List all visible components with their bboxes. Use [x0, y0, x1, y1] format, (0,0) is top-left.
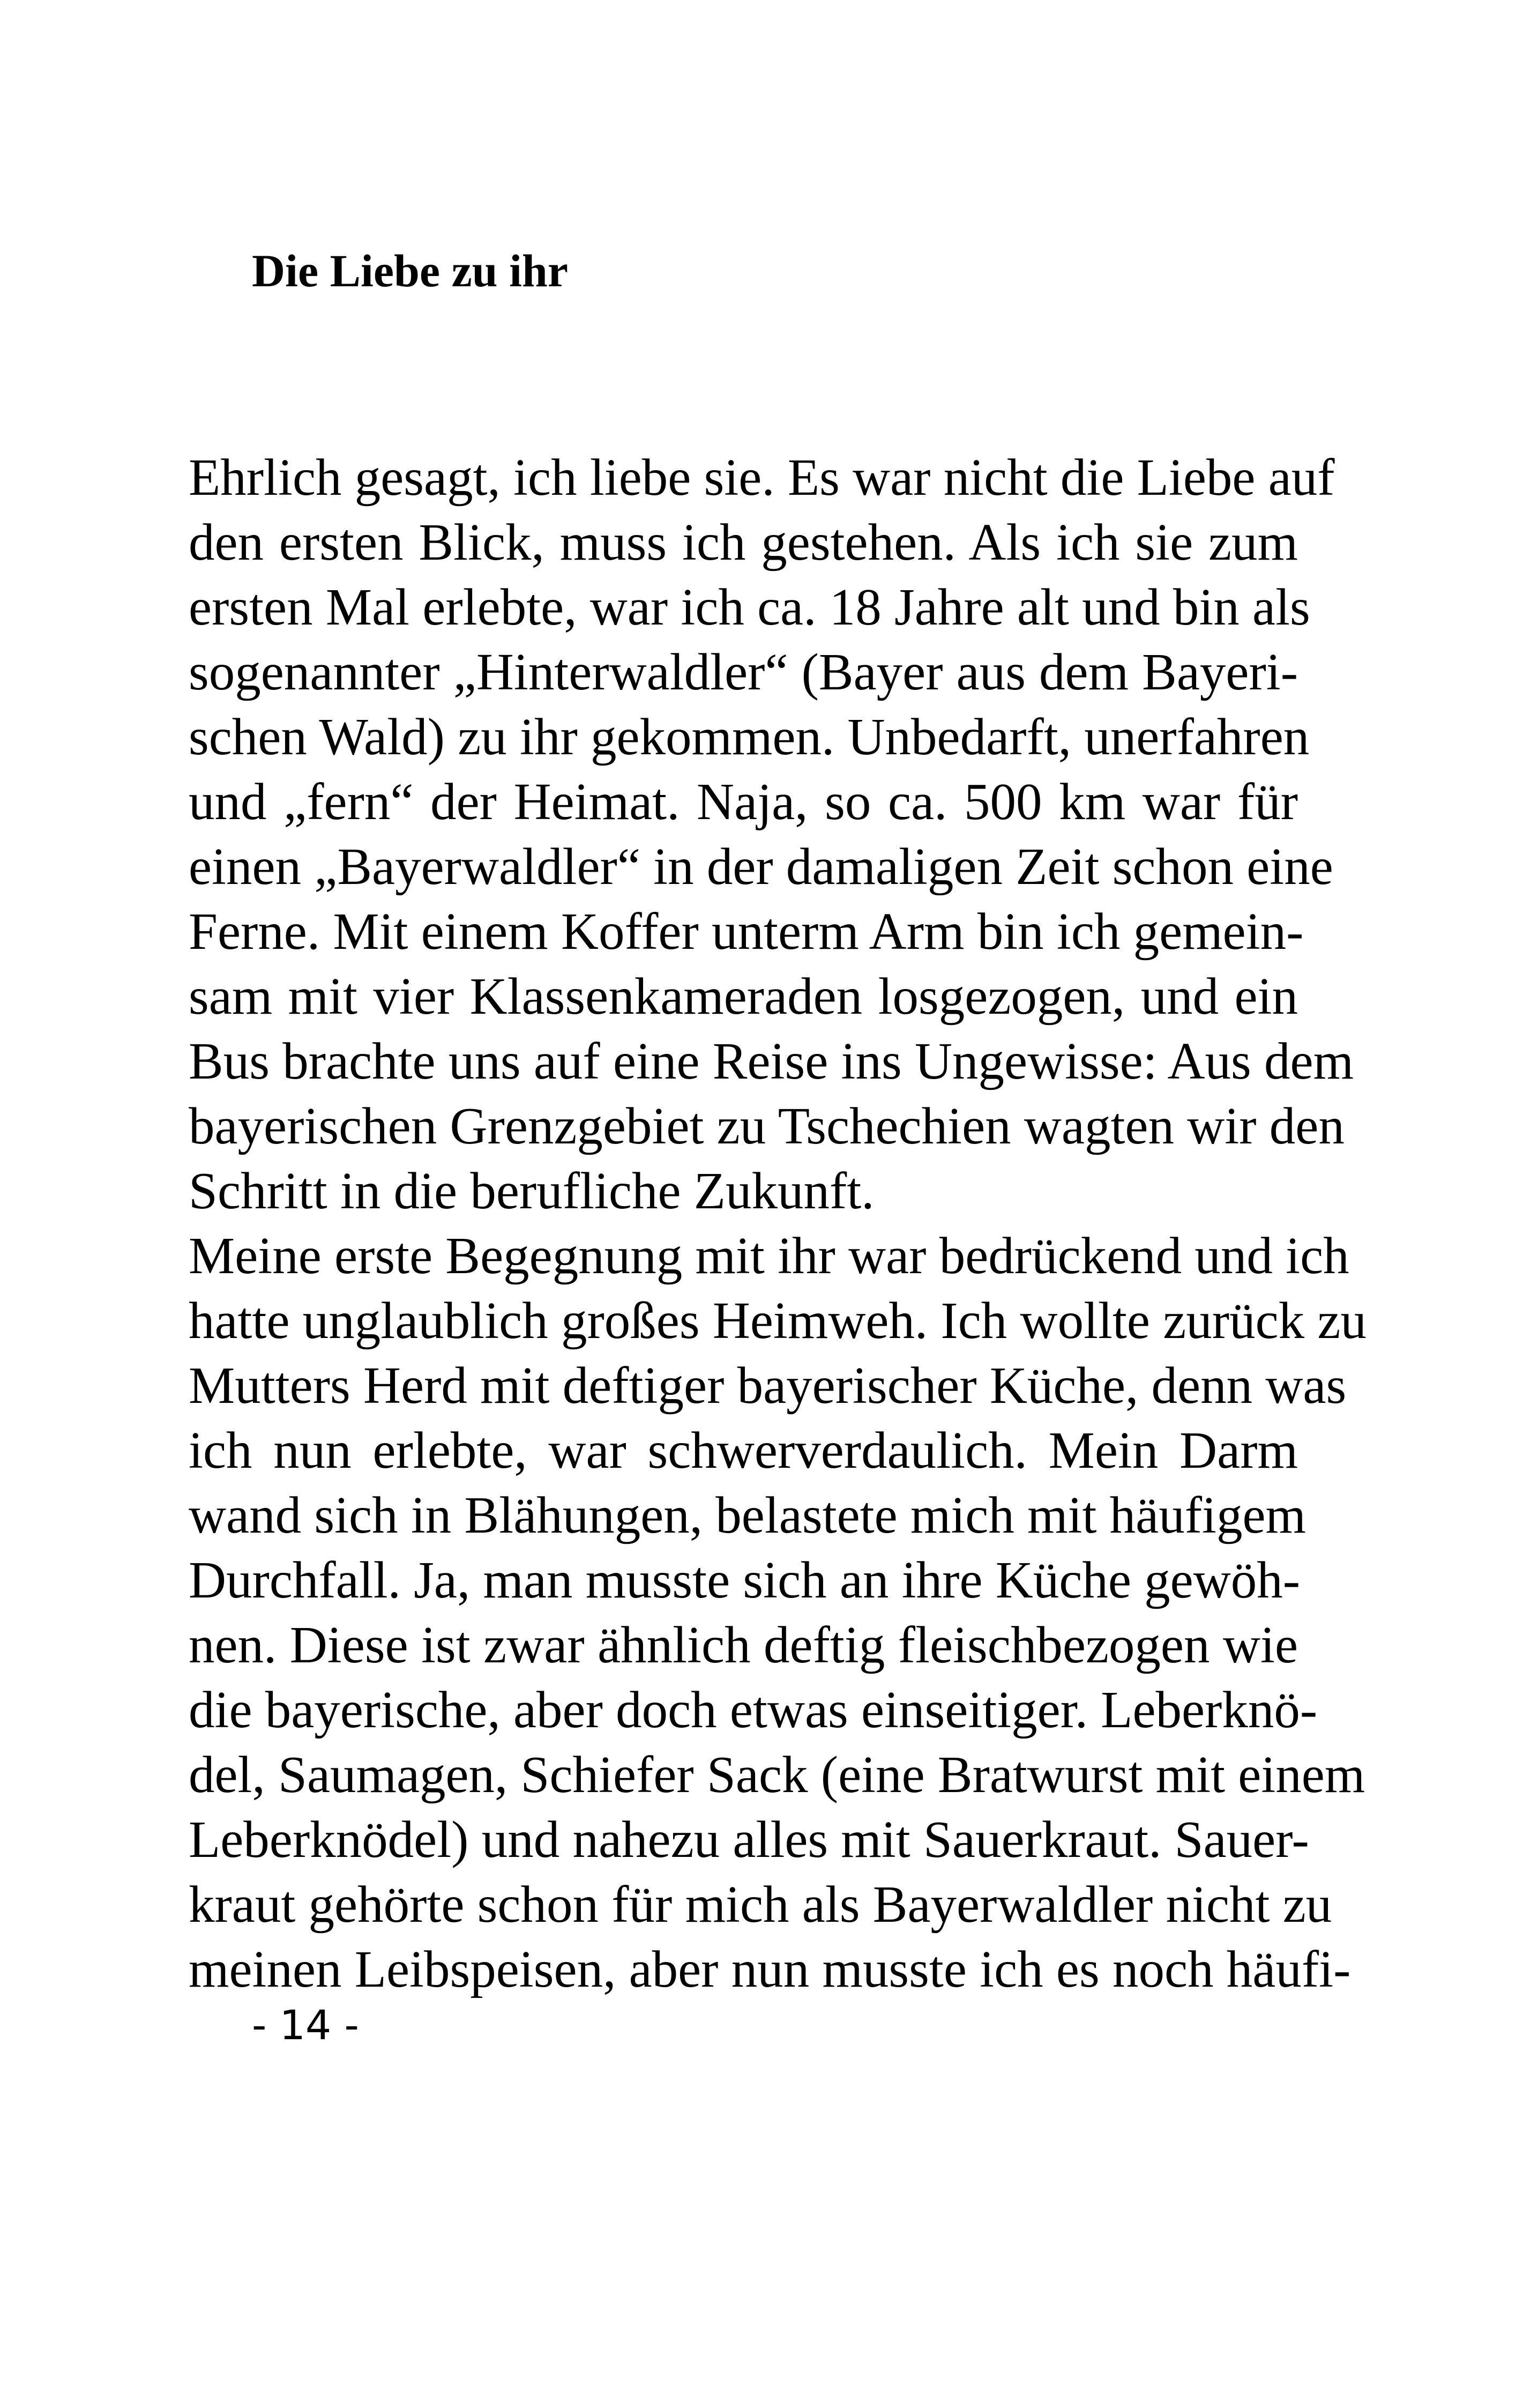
text-line: nen. Diese ist zwar ähnlich deftig fleischbezogen wie: [189, 1616, 1298, 1674]
text-line: Ferne. Mit einem Koffer unterm Arm bin ich gemein-: [189, 903, 1304, 960]
text-line: bayerischen Grenzgebiet zu Tschechien wagten wir den: [189, 1097, 1345, 1155]
text-line: sogenannter „Hinterwaldler“ (Bayer aus dem Bayeri-: [189, 643, 1298, 701]
text-line: einen „Bayerwaldler“ in der damaligen Zeit schon eine: [189, 838, 1333, 895]
text-line: Durchfall. Ja, man musste sich an ihre Küche gewöh-: [189, 1551, 1301, 1609]
text-line: Ehrlich gesagt, ich liebe sie. Es war nicht die Liebe auf: [189, 449, 1335, 506]
text-line: sam mit vier Klassenkameraden losgezogen, und ein: [189, 968, 1298, 1025]
text-line: wand sich in Blähungen, belastete mich mit häufigem: [189, 1487, 1306, 1544]
text-line: ersten Mal erlebte, war ich ca. 18 Jahre alt und bin als: [189, 578, 1310, 636]
page-number: - 14 -: [252, 2001, 359, 2049]
text-line: hatte unglaublich großes Heimweh. Ich wollte zurück zu: [189, 1292, 1367, 1349]
text-line: kraut gehörte schon für mich als Bayerwaldler nicht zu: [189, 1876, 1332, 1933]
text-line: Meine erste Begegnung mit ihr war bedrückend und ich: [189, 1227, 1349, 1284]
text-line: die bayerische, aber doch etwas einseitiger. Leberknö-: [189, 1681, 1318, 1738]
text-line: schen Wald) zu ihr gekommen. Unbedarft, unerfahren: [189, 708, 1310, 765]
body-text: [189, 445, 1367, 2002]
text-line: ich nun erlebte, war schwerverdaulich. Mein Darm: [189, 1422, 1298, 1479]
chapter-heading: Die Liebe zu ihr: [252, 245, 568, 296]
text-line: Schritt in die berufliche Zukunft.: [189, 1162, 875, 1220]
text-line: Mutters Herd mit deftiger bayerischer Küche, denn was: [189, 1357, 1347, 1414]
text-line: del, Saumagen, Schiefer Sack (eine Bratwurst mit einem: [189, 1746, 1365, 1803]
paragraph: [189, 445, 1354, 1223]
text-line: und „fern“ der Heimat. Naja, so ca. 500 km war für: [189, 773, 1298, 830]
text-line: meinen Leibspeisen, aber nun musste ich es noch häufi-: [189, 1941, 1351, 1998]
text-line: Bus brachte uns auf eine Reise ins Ungewisse: Aus dem: [189, 1032, 1354, 1090]
text-line: den ersten Blick, muss ich gestehen. Als ich sie zum: [189, 514, 1298, 571]
text-line: Leberknödel) und nahezu alles mit Sauerkraut. Sauer-: [189, 1811, 1309, 1868]
paragraph: [189, 1223, 1367, 2002]
